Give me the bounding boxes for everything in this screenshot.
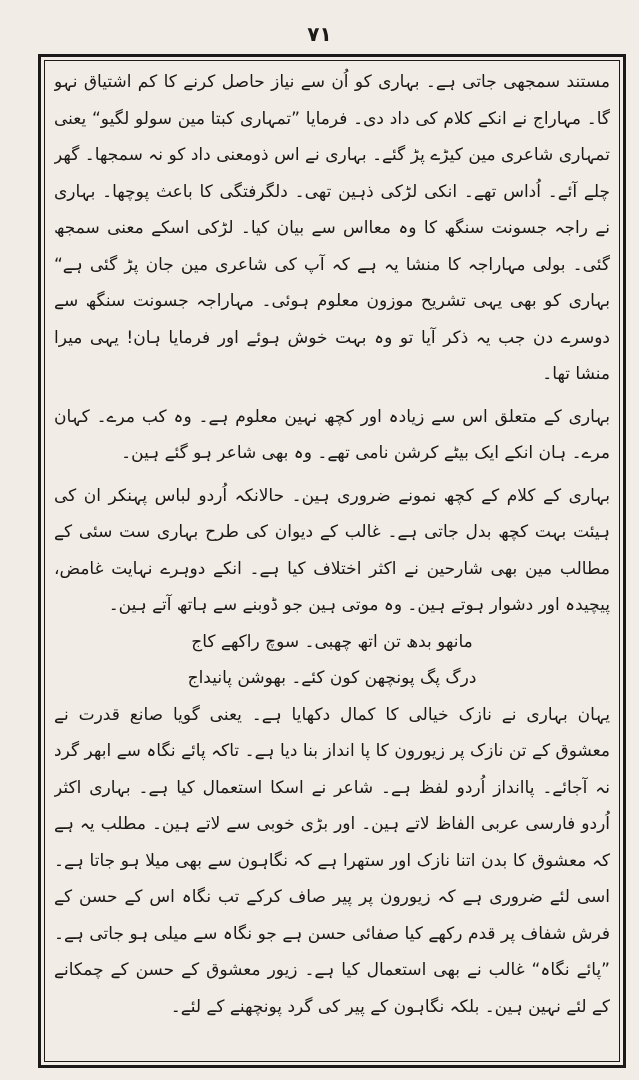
page-number: ٧١ [307,22,332,46]
paragraph-3: بہاری کے کلام کے کچھ نمونے ضروری ہین۔ حالانکہ اُردو لباس پہنکر ان کی ہیئت بہت کچھ بدل جاتی ہے۔ غالب کے دیوان کی طرح بہاری ست سئی کے مطالب مین بھی شارحین نے اکثر اختلاف کیا ہے۔ انکے دوہرے نہایت غامض، پیچیدہ اور دشوار ہوتے ہین۔ وہ موتی ہین جو ڈوبنے سے ہاتھ آتے ہین۔ [54,485,610,615]
verse-couplet [54,624,610,697]
paragraph-4: یہان بہاری نے نازک خیالی کا کمال دکھایا ہے۔ یعنی گویا صانع قدرت نے معشوق کے تن نازک پر زیورون کا پا انداز بنا دیا ہے۔ تاکہ پائے نگاہ سے ابھر گرد نہ آجائے۔ پاانداز اُردو لفظ ہے۔ شاعر نے اسکا استعمال کیا ہے۔ بہاری اکثر اُردو فارسی عربی الفاظ لاتے ہین۔ اور بڑی خوبی سے لاتے ہین۔ مطلب یہ ہے کہ معشوق کا بدن اتنا نازک اور ستھرا ہے کہ نگاہون سے بھی میلا ہو جاتا ہے۔ اسی لئے ضروری ہے کہ زیورون پر پیر صاف کرکے تب نگاہ اس کے حسن کے فرش شفاف پر قدم رکھے کیا صفائی حسن ہے جو نگاہ سے میلی ہو جاتی ہے۔ ”پائے نگاہ“ غالب نے بھی استعمال کیا ہے۔ زیور معشوق کے حسن کے چمکانے کے لئے نہین ہین۔ بلکہ نگاہون کے پیر کی گرد پونچھنے کے لئے۔ [54,704,610,1017]
page-text-block [54,64,610,1054]
paragraph-1: مستند سمجھی جاتی ہے۔ بہاری کو اُن سے نیاز حاصل کرنے کا کم اشتیاق نہو گا۔ مہاراج نے انکے کلام کی داد دی۔ فرمایا ”تمہاری کبتا مین سولو لگیو“ یعنی تمہاری شاعری مین کیڑے پڑ گئے۔ بہاری نے اس ذومعنی داد کو نہ سمجھا۔ گھر چلے آئے۔ اُداس تھے۔ انکی لڑکی ذہین تھی۔ دلگرفتگی کا باعث پوچھا۔ بہاری نے راجہ جسونت سنگھ کا وہ معااس سے بیان کیا۔ لڑکی اسکے معنی سمجھ گئی۔ بولی مہاراجہ کا منشا یہ ہے کہ آپ کی شاعری مین جان پڑ گئی ہے“ بہاری کو بھی یہی تشریح موزون معلوم ہوئی۔ مہاراجہ جسونت سنگھ سے دوسرے دن جب یہ ذکر آیا تو وہ بہت خوش ہوئے اور فرمایا ہان! یہی میرا منشا تھا۔ [54,72,610,384]
verse-line-2: درگ پگ پونچھن کون کئے۔ بھوشن پانیداج [187,668,477,688]
verse-line-1: مانھو بدھ تن اتھ چھبی۔ سوچ راکھے کاج [191,631,473,652]
paragraph-2: بہاری کے متعلق اس سے زیادہ اور کچھ نہین معلوم ہے۔ وہ کب مرے۔ کہان مرے۔ ہان انکے ایک بیٹے کرشن نامی تھے۔ وہ بھی شاعر ہو گئے ہین۔ [54,406,610,463]
